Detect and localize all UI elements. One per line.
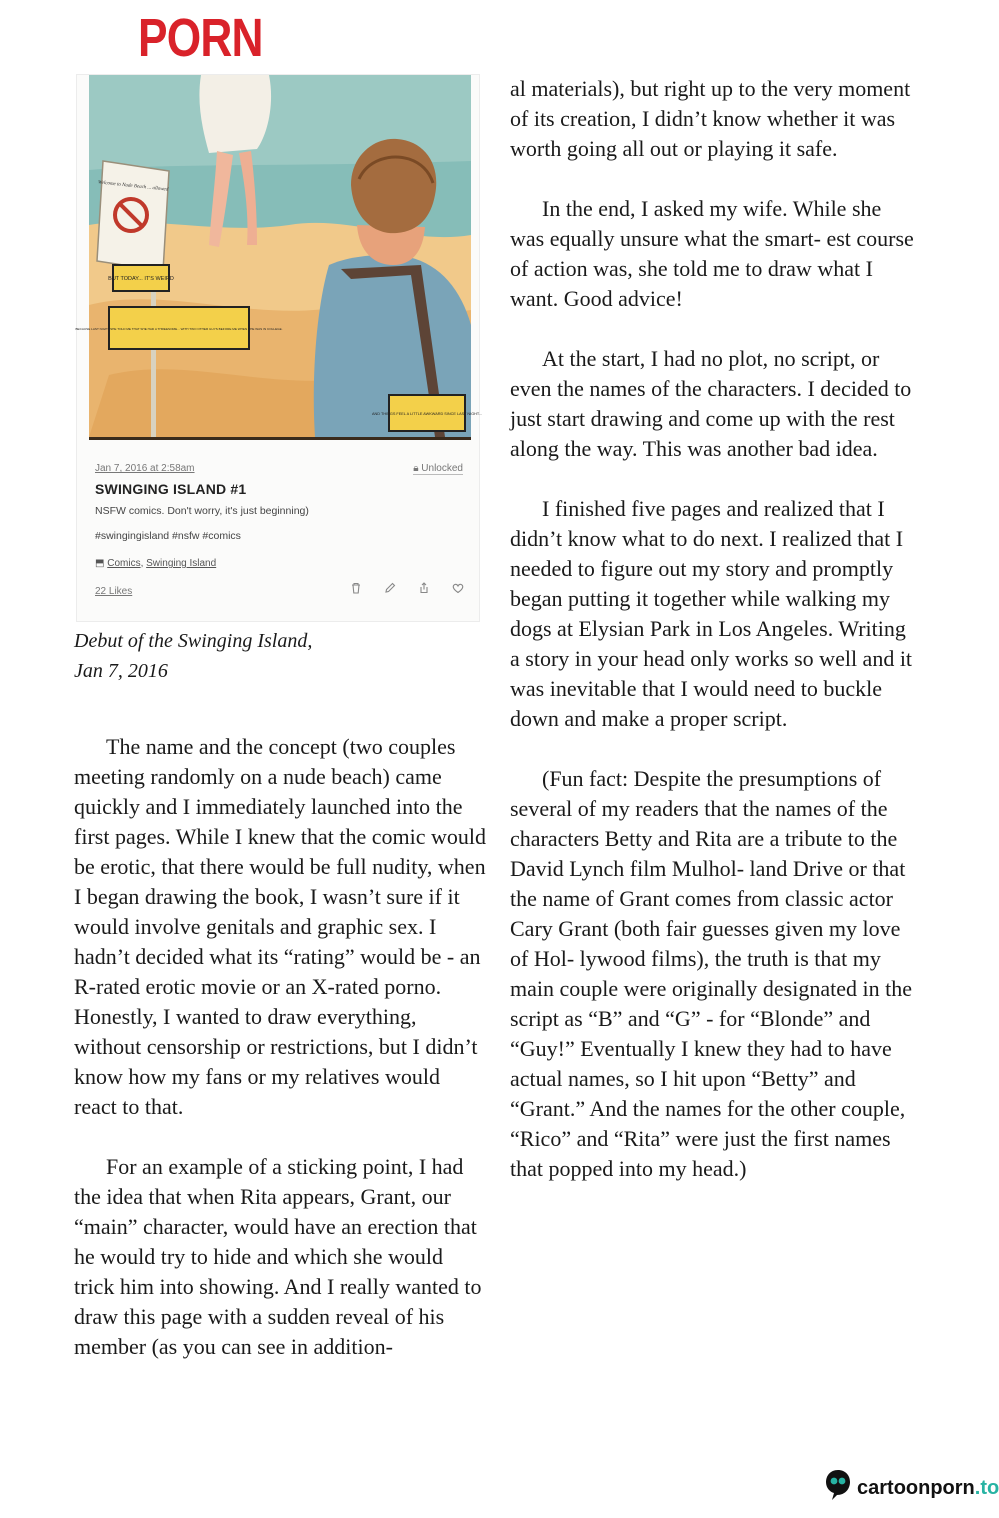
right-column (510, 74, 920, 1184)
post-categories: ⬒ Comics, Swinging Island (95, 558, 217, 569)
section-title: PORN (138, 8, 263, 68)
category-link-swinging-island[interactable]: Swinging Island (146, 558, 217, 569)
post-hashtags[interactable]: #swingingisland #nsfw #comics (95, 530, 241, 542)
paragraph: I finished five pages and realized that I didn’t know what to do next. I realized that I needed to figure out my story and promptly began putting it together while walking my dogs at Elysian Park in Los Angeles. Writing a story in your head only works so well and it was inevitable that I would need to buckle down and make a proper script. (510, 496, 913, 731)
paragraph: For an example of a sticking point, I had the idea that when Rita appears, Grant, our “main” character, would have an erection that he would try to hide and which she would trick him into showing. And I really wanted to draw this page with a sudden reveal of his member (as you can see in addition- (74, 1154, 482, 1359)
site-watermark (823, 1470, 999, 1506)
paragraph: In the end, I asked my wife. While she was equally unsure what the smart- est course of action was, she told me to draw what I want. Good advice! (510, 196, 914, 311)
comic-caption-1: BUT TODAY... IT'S WEIRD (108, 276, 174, 282)
lock-status-label: Unlocked (421, 463, 463, 474)
paragraph: (Fun fact: Despite the presumptions of several of my readers that the names of the characters Betty and Rita are a tribute to the David Lynch film Mulhol- land Drive or that the name of Grant comes from classic actor Cary Grant (both fair guesses given my love of Hol- lywood films), the truth is that my main couple were originally designated in the script as “B” and “G” - for “Blonde” and “Guy!” Eventually I knew they had to have actual names, so I hit upon “Betty” and “Grant.” And the names for the other couple, “Rico” and “Rita” were just the first names that popped into my head.) (510, 766, 912, 1181)
share-icon[interactable] (417, 581, 431, 595)
post-description: NSFW comics. Don't worry, it's just beginning) (95, 505, 309, 517)
caption-line-2: Jan 7, 2016 (74, 660, 168, 682)
watermark-domain-ext: .to (974, 1476, 999, 1499)
comic-panel-image (75, 75, 482, 440)
comic-caption-2: BECAUSE LAST NIGHT SHE TOLD ME THAT SHE HAD A THREESOME... WITH TWO OTHER GUYS BEFORE ME WHEN SHE WAS IN COLLEGE. (75, 327, 283, 331)
watermark-logo-icon (823, 1468, 853, 1508)
paragraph: The name and the concept (two couples meeting randomly on a nude beach) came quickly and I immediately launched into the first pages. While I knew that the comic would be erotic, that there would be full nudity, when I began drawing the book, I wasn’t sure if it would involve genitals and graphic sex. I hadn’t decided what its “rating” would be - an R-rated erotic movie or an X-rated porno. Honestly, I wanted to draw everything, without censorship or restrictions, but I didn’t know how my fans or my relatives would react to that. (74, 734, 486, 1119)
category-link-comics[interactable]: Comics (107, 558, 141, 569)
left-column (74, 732, 486, 1362)
heart-icon[interactable] (451, 581, 465, 595)
lock-icon: 🔒︎ (413, 463, 419, 474)
paragraph: At the start, I had no plot, no script, or even the names of the characters. I decided to just start drawing and come up with the rest along the way. This was another bad idea. (510, 346, 912, 461)
post-lock-status (413, 463, 463, 475)
pencil-icon[interactable] (383, 581, 397, 595)
tag-icon: ⬒ (95, 558, 105, 569)
caption-line-1: Debut of the Swinging Island, (74, 630, 313, 652)
watermark-name: cartoonporn (857, 1476, 975, 1499)
post-action-bar (349, 581, 465, 595)
comic-caption-3: AND THINGS FEEL A LITTLE AWKWARD SINCE LAST NIGHT... (372, 412, 482, 416)
beach-sign-text: Welcome to Nude Beach ... allowed (97, 180, 169, 193)
post-title: SWINGING ISLAND #1 (95, 481, 247, 497)
figure-caption (74, 626, 474, 686)
post-likes-count[interactable]: 22 Likes (95, 586, 133, 597)
post-date[interactable]: Jan 7, 2016 at 2:58am (95, 463, 195, 474)
trash-icon[interactable] (349, 581, 363, 595)
post-screenshot (76, 74, 480, 622)
paragraph-continuation: al materials), but right up to the very moment of its creation, I didn’t know whether it was worth going all out or playing it safe. (510, 76, 911, 161)
